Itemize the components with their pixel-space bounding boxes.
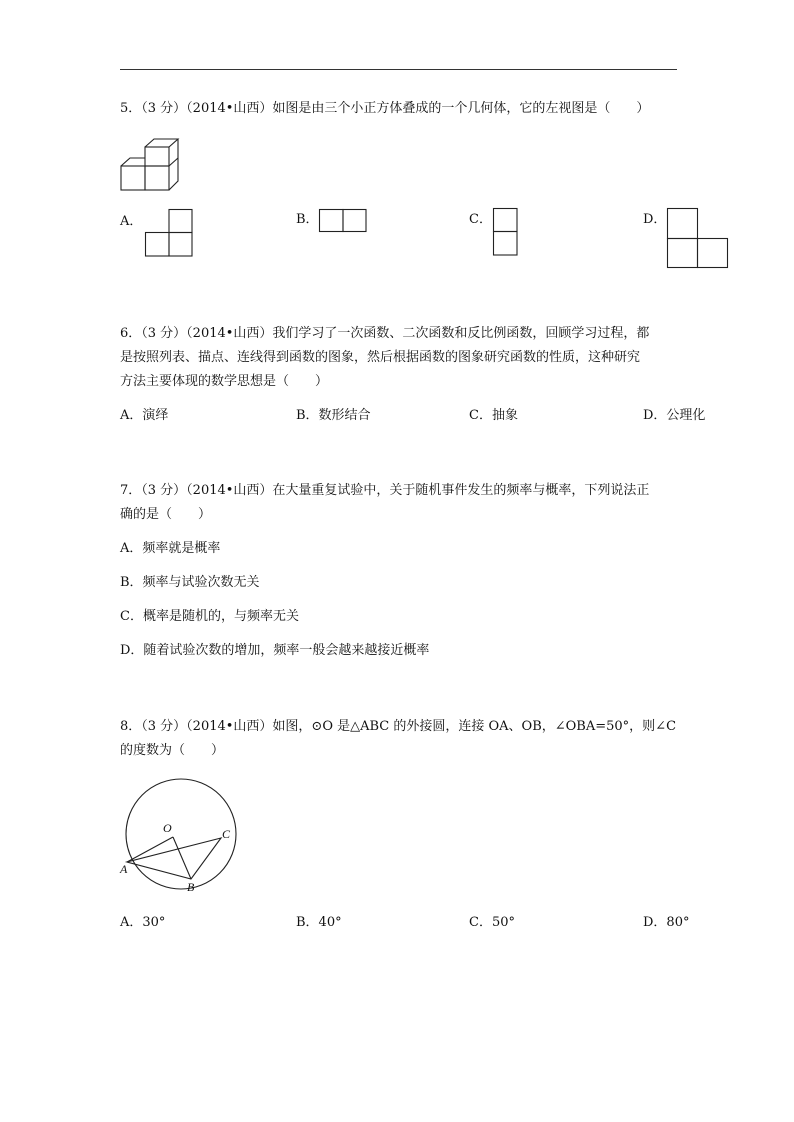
circumcircle xyxy=(126,779,236,889)
q8-option-d[interactable]: D．80° xyxy=(643,915,690,930)
label-b: B xyxy=(187,880,195,894)
segment-ob xyxy=(173,837,191,879)
q5-option-b-figure xyxy=(319,209,367,233)
q7-stem-line-1: 7．（3 分）（2014•山西）在大量重复试验中，关于随机事件发生的频率与概率，下列说法正 xyxy=(120,483,650,498)
q5-option-d[interactable]: D． xyxy=(643,212,667,227)
q8-option-b[interactable]: B．40° xyxy=(296,915,342,930)
segment-oa xyxy=(127,837,173,862)
q6-option-b[interactable]: B．数形结合 xyxy=(296,408,371,423)
q6-stem-line-2: 是按照列表、描点、连线得到函数的图象，然后根据函数的图象研究函数的性质，这种研究 xyxy=(120,350,641,365)
q5-option-b[interactable]: B． xyxy=(296,212,319,227)
q5-option-d-figure xyxy=(667,208,729,268)
q6-option-c[interactable]: C．抽象 xyxy=(469,408,518,423)
label-o: O xyxy=(163,821,172,835)
q8-circle-figure xyxy=(115,782,245,892)
q6-stem-line-1: 6．（3 分）（2014•山西）我们学习了一次函数、二次函数和反比例函数，回顾学习过程，都 xyxy=(120,326,650,341)
q6-stem-line-3: 方法主要体现的数学思想是（ ） xyxy=(120,374,329,389)
triangle-abc xyxy=(127,838,221,879)
q7-stem-line-2: 确的是（ ） xyxy=(120,507,212,522)
q7-option-b[interactable]: B．频率与试验次数无关 xyxy=(120,575,260,590)
label-a: A xyxy=(120,862,128,876)
q5-stem: 5．（3 分）（2014•山西）如图是由三个小正方体叠成的一个几何体，它的左视图是（ ） xyxy=(120,101,650,116)
q8-option-c[interactable]: C．50° xyxy=(469,915,515,930)
q5-cube-figure xyxy=(120,138,180,190)
q8-option-a[interactable]: A．30° xyxy=(120,915,166,930)
label-c: C xyxy=(222,827,231,841)
q6-option-d[interactable]: D．公理化 xyxy=(643,408,706,423)
q5-option-c-figure xyxy=(493,208,518,256)
q5-option-a[interactable]: A． xyxy=(120,214,143,229)
q7-option-c[interactable]: C．概率是随机的，与频率无关 xyxy=(120,609,299,624)
q8-stem-line-1: 8．（3 分）（2014•山西）如图，⊙O 是△ABC 的外接圆，连接 OA、OB，∠OBA=50°，则∠C xyxy=(120,719,677,734)
q6-option-a[interactable]: A．演绎 xyxy=(120,408,169,423)
q7-option-a[interactable]: A．频率就是概率 xyxy=(120,541,221,556)
q5-option-a-figure xyxy=(145,209,193,257)
header-rule xyxy=(120,69,677,70)
q8-stem-line-2: 的度数为（ ） xyxy=(120,743,225,758)
q7-option-d[interactable]: D．随着试验次数的增加，频率一般会越来越接近概率 xyxy=(120,643,430,658)
q5-option-c[interactable]: C． xyxy=(469,212,492,227)
